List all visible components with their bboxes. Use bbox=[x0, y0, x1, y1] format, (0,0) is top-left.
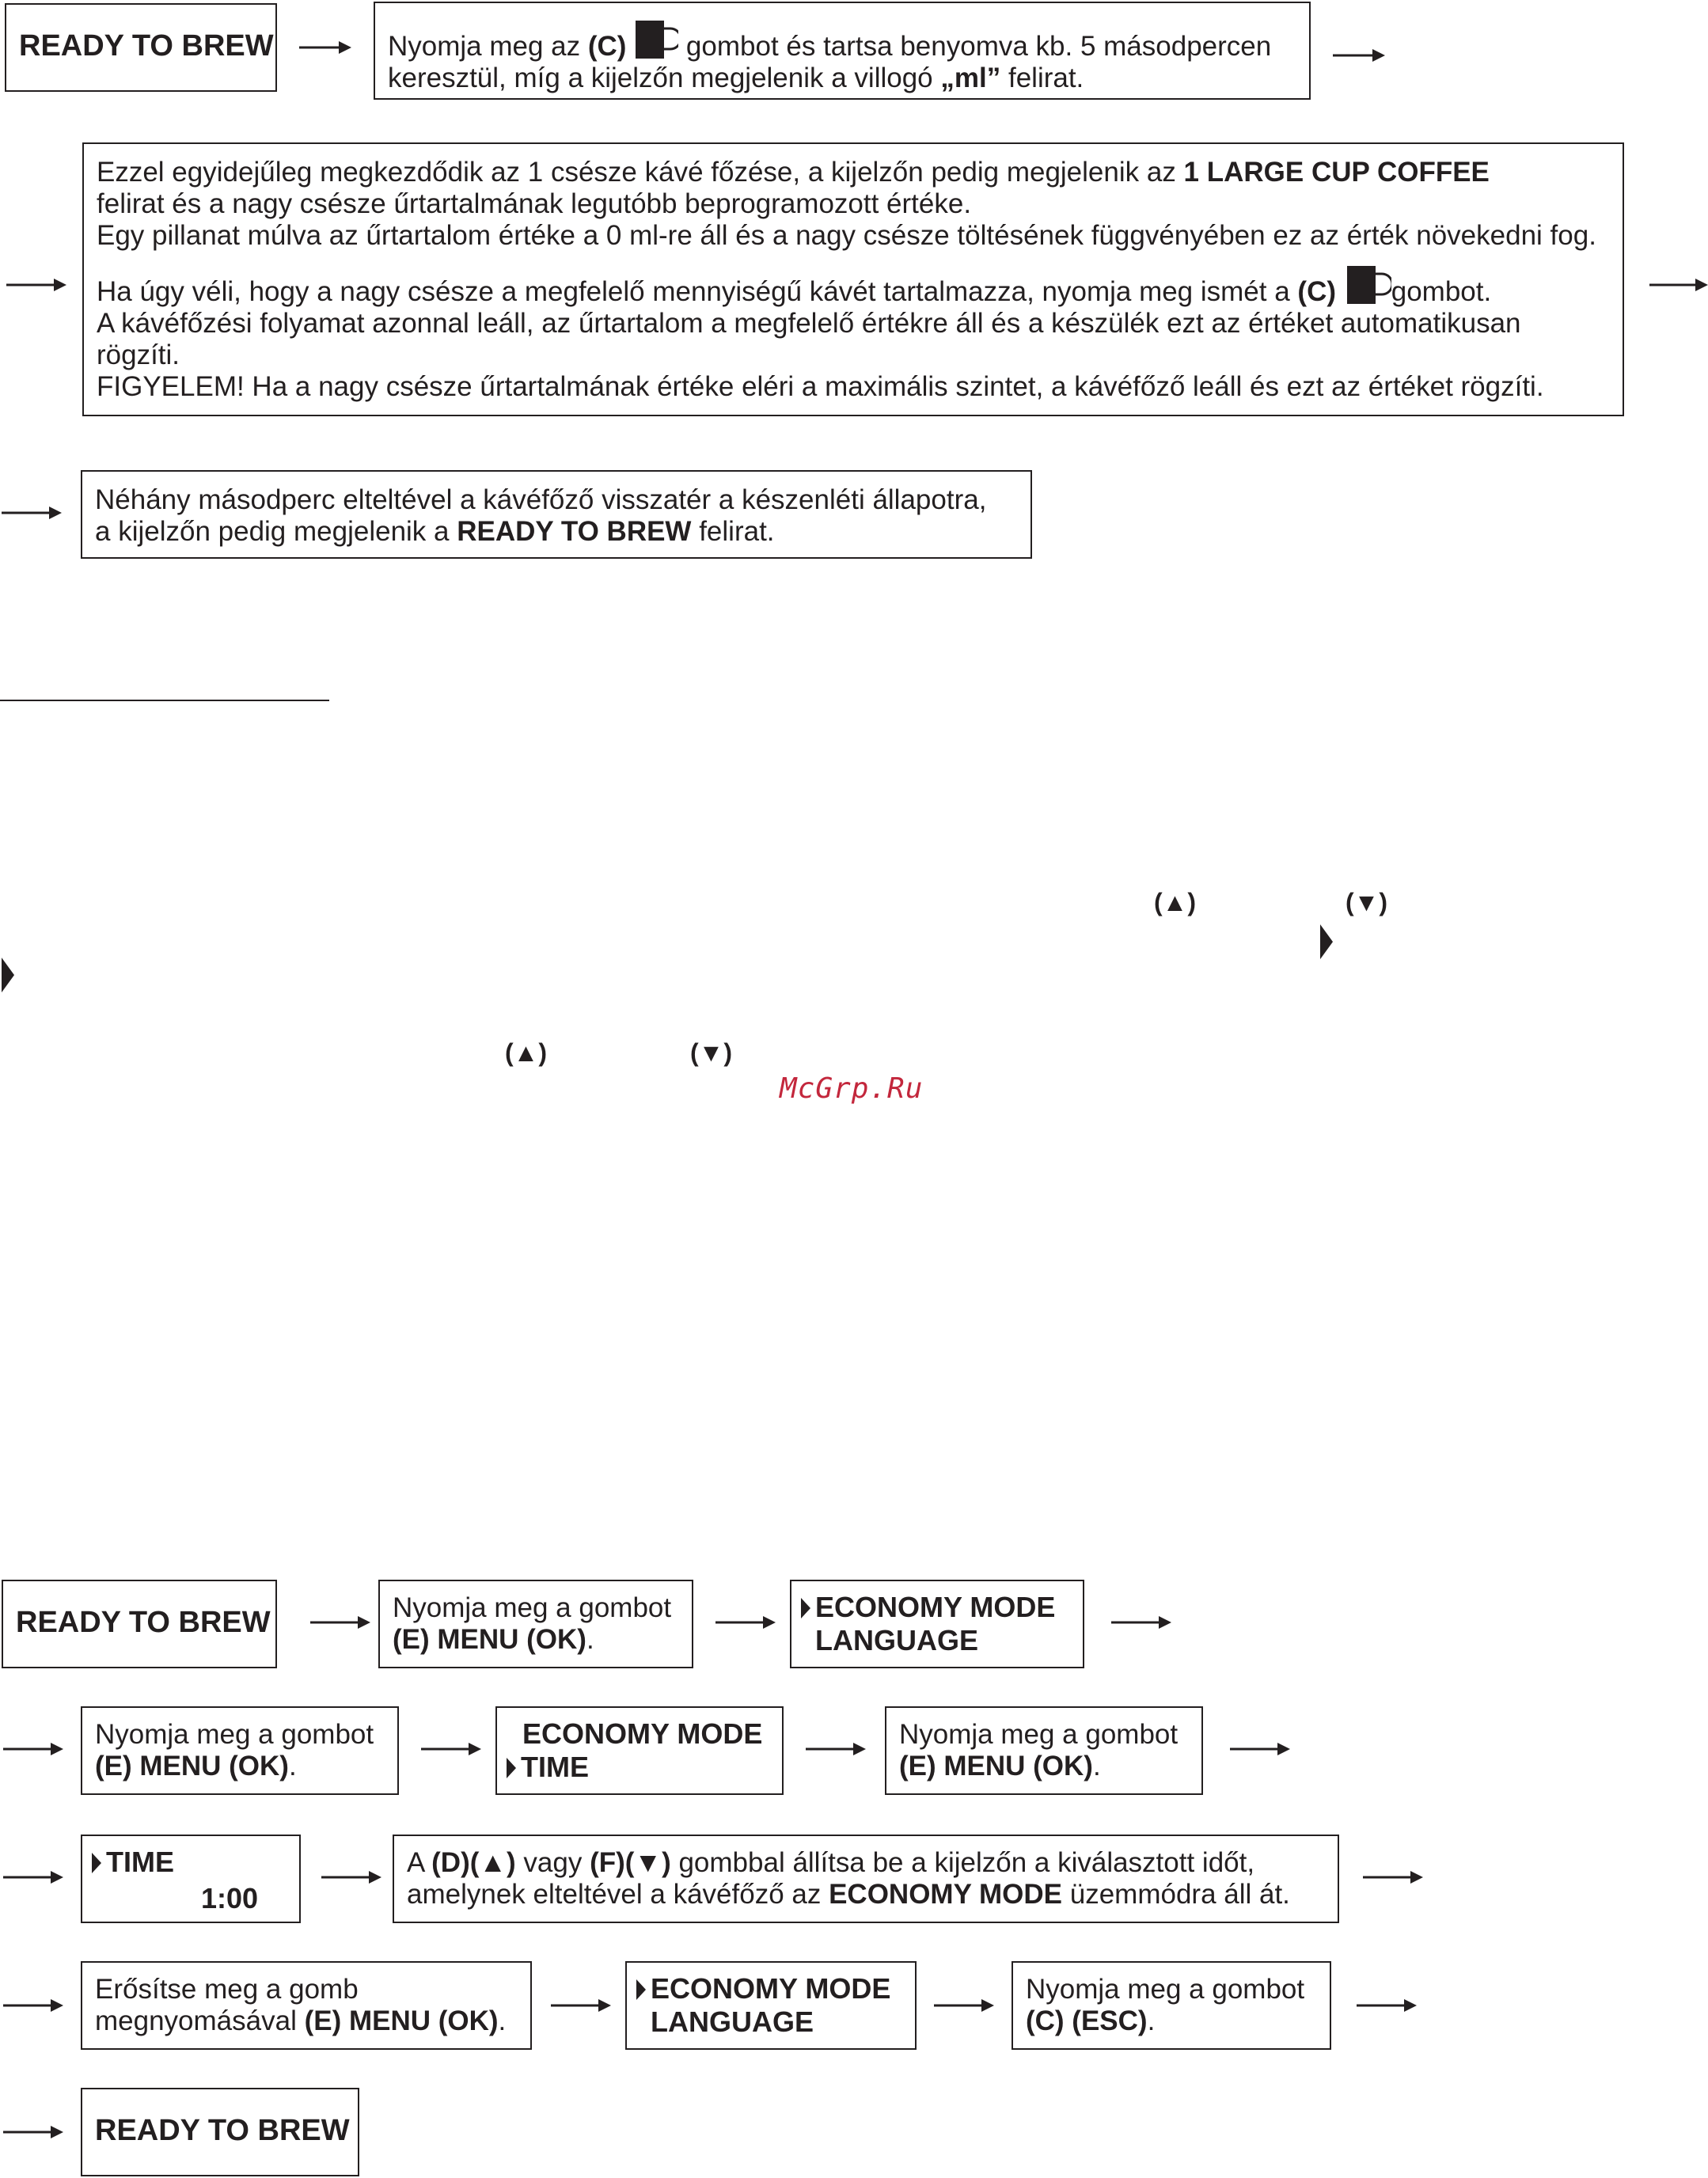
down-arrow-icon: (▼) bbox=[624, 1847, 671, 1878]
instruction-text: Nyomja meg a gombot bbox=[393, 1592, 672, 1623]
step-text: keresztül, míg a kijelzőn megjelenik a villogó bbox=[388, 63, 941, 93]
instruction-text: A bbox=[407, 1847, 432, 1878]
instruction-text: . bbox=[288, 1751, 297, 1781]
arrow-icon bbox=[1649, 277, 1702, 293]
economy-mode-label: ECONOMY MODE bbox=[829, 1879, 1063, 1910]
arrow-icon bbox=[6, 277, 59, 293]
arrow-icon bbox=[3, 1741, 55, 1757]
selection-pointer-icon bbox=[801, 1598, 810, 1618]
menu-ok-button-label: (E) MENU (OK) bbox=[304, 2005, 499, 2036]
instruction-text: . bbox=[1147, 2005, 1156, 2036]
ready-to-brew-box-final bbox=[81, 2088, 359, 2176]
arrow-icon bbox=[3, 1998, 55, 2013]
menu-ok-button-label: (E) MENU (OK) bbox=[899, 1751, 1093, 1781]
down-button-symbol: (▼) bbox=[690, 1038, 732, 1067]
display-message: READY TO BREW bbox=[457, 516, 692, 547]
pointer-icon bbox=[2, 958, 14, 992]
arrow-icon bbox=[551, 1998, 603, 2013]
pointer-icon bbox=[1320, 924, 1333, 959]
display-economy-mode-language bbox=[625, 1961, 917, 2050]
instruction-text: megnyomásával bbox=[95, 2005, 305, 2036]
ready-to-brew-text: READY TO BREW bbox=[16, 1606, 271, 1639]
instruction-text: amelynek elteltével a kávéfőző az bbox=[407, 1879, 829, 1910]
step-text: felirat. bbox=[691, 516, 775, 547]
arrow-icon bbox=[1333, 47, 1385, 63]
arrow-icon bbox=[2, 505, 54, 521]
step-text: rögzíti. bbox=[97, 340, 180, 370]
menu-ok-button-label: (E) MENU (OK) bbox=[393, 1624, 586, 1655]
menu-item-time: TIME bbox=[106, 1846, 174, 1878]
press-menu-ok-box bbox=[885, 1706, 1203, 1795]
arrow-icon bbox=[1230, 1741, 1282, 1757]
instruction-text: . bbox=[586, 1624, 594, 1655]
step-text: Nyomja meg az bbox=[388, 31, 588, 62]
step-text: gombot és tartsa benyomva kb. 5 másodpercen bbox=[678, 31, 1272, 62]
button-c-label: (C) bbox=[587, 31, 627, 62]
instruction-text: vagy bbox=[515, 1847, 590, 1878]
arrow-icon bbox=[934, 1998, 986, 2013]
selection-pointer-icon bbox=[507, 1758, 516, 1778]
press-menu-ok-box bbox=[81, 1706, 399, 1795]
button-f-label: (F) bbox=[590, 1847, 625, 1878]
step-hold-c-button bbox=[374, 2, 1311, 100]
ready-to-brew-text: READY TO BREW bbox=[19, 29, 274, 63]
menu-item-economy-mode: ECONOMY MODE bbox=[815, 1591, 1056, 1623]
set-time-instruction bbox=[393, 1835, 1339, 1923]
ready-to-brew-text: READY TO BREW bbox=[95, 2114, 350, 2147]
large-cup-icon bbox=[1344, 266, 1391, 305]
arrow-icon bbox=[321, 1869, 374, 1885]
warning-text: FIGYELEM! Ha a nagy csésze űrtartalmának értéke eléri a maximális szintet, a kávéfőző leáll és ezt az értéket rögzíti. bbox=[97, 371, 1544, 402]
arrow-icon bbox=[1357, 1998, 1409, 2013]
down-button-symbol: (▼) bbox=[1346, 888, 1387, 916]
step-text: gombot. bbox=[1391, 276, 1492, 307]
arrow-icon bbox=[1111, 1615, 1163, 1630]
menu-item-language: LANGUAGE bbox=[651, 2005, 814, 2038]
step-text: Ezzel egyidejűleg megkezdődik az 1 csésze kávé főzése, a kijelzőn pedig megjelenik az bbox=[97, 157, 1184, 188]
instruction-text: gombbal állítsa be a kijelzőn a kiválasztott időt, bbox=[670, 1847, 1255, 1878]
instruction-text: Nyomja meg a gombot bbox=[899, 1719, 1179, 1750]
menu-item-language: LANGUAGE bbox=[815, 1624, 978, 1656]
menu-item-time: TIME bbox=[521, 1751, 589, 1783]
button-c-label: (C) bbox=[1297, 276, 1337, 307]
selection-pointer-icon bbox=[636, 1979, 646, 2000]
display-message: 1 LARGE CUP COFFEE bbox=[1183, 157, 1490, 188]
arrow-icon bbox=[806, 1741, 858, 1757]
section-divider bbox=[0, 700, 329, 701]
instruction-text: Nyomja meg a gombot bbox=[95, 1719, 374, 1750]
menu-item-economy-mode: ECONOMY MODE bbox=[522, 1717, 763, 1750]
instruction-text: . bbox=[498, 2005, 507, 2036]
ml-label: „ml” bbox=[940, 63, 1001, 93]
arrow-icon bbox=[715, 1615, 768, 1630]
display-time-setting bbox=[81, 1835, 301, 1923]
menu-item-economy-mode: ECONOMY MODE bbox=[651, 1972, 891, 2005]
arrow-icon bbox=[1363, 1869, 1415, 1885]
arrow-icon bbox=[299, 40, 351, 55]
step-text: felirat és a nagy csésze űrtartalmának legutóbb beprogramozott értéke. bbox=[97, 188, 972, 219]
step-text: felirat. bbox=[1000, 63, 1084, 93]
step-text: Néhány másodperc elteltével a kávéfőző visszatér a készenléti állapotra, bbox=[95, 484, 987, 515]
arrow-icon bbox=[310, 1615, 362, 1630]
menu-ok-button-label: (E) MENU (OK) bbox=[95, 1751, 289, 1781]
arrow-icon bbox=[421, 1741, 473, 1757]
arrow-icon bbox=[3, 2124, 55, 2140]
instruction-text: Nyomja meg a gombot bbox=[1026, 1974, 1305, 2005]
step-text: a kijelzőn pedig megjelenik a bbox=[95, 516, 457, 547]
ready-to-brew-box bbox=[2, 1580, 277, 1668]
ready-to-brew-box-top bbox=[5, 3, 277, 92]
step-text: A kávéfőzési folyamat azonnal leáll, az űrtartalom a megfelelő értékre áll és a készülék ezt az értéket automatikusan bbox=[97, 308, 1521, 339]
confirm-menu-ok-box bbox=[81, 1961, 532, 2050]
watermark: McGrp.Ru bbox=[780, 1072, 924, 1105]
up-button-symbol: (▲) bbox=[1154, 888, 1196, 916]
step-brewing-large-cup bbox=[82, 142, 1624, 416]
instruction-text: . bbox=[1092, 1751, 1101, 1781]
button-d-label: (D) bbox=[431, 1847, 470, 1878]
selection-pointer-icon bbox=[92, 1853, 101, 1873]
time-value: 1:00 bbox=[200, 1882, 258, 1914]
press-esc-box bbox=[1012, 1961, 1331, 2050]
press-menu-ok-box bbox=[378, 1580, 693, 1668]
step-text: Ha úgy véli, hogy a nagy csésze a megfelelő mennyiségű kávét tartalmazza, nyomja meg ismét a bbox=[97, 276, 1298, 307]
up-arrow-icon: (▲) bbox=[469, 1847, 516, 1878]
step-return-standby bbox=[81, 470, 1032, 559]
up-button-symbol: (▲) bbox=[505, 1038, 547, 1067]
step-text: Egy pillanat múlva az űrtartalom értéke a 0 ml-re áll és a nagy csésze töltésének függvényében ez az érték növekedni fog. bbox=[97, 220, 1596, 251]
esc-button-label: (C) (ESC) bbox=[1026, 2005, 1148, 2036]
display-economy-mode-language bbox=[790, 1580, 1084, 1668]
instruction-text: Erősítse meg a gomb bbox=[95, 1974, 359, 2005]
arrow-icon bbox=[3, 1869, 55, 1885]
instruction-text: üzemmódra áll át. bbox=[1062, 1879, 1290, 1910]
large-cup-icon bbox=[634, 21, 678, 60]
display-economy-mode-time bbox=[495, 1706, 784, 1795]
